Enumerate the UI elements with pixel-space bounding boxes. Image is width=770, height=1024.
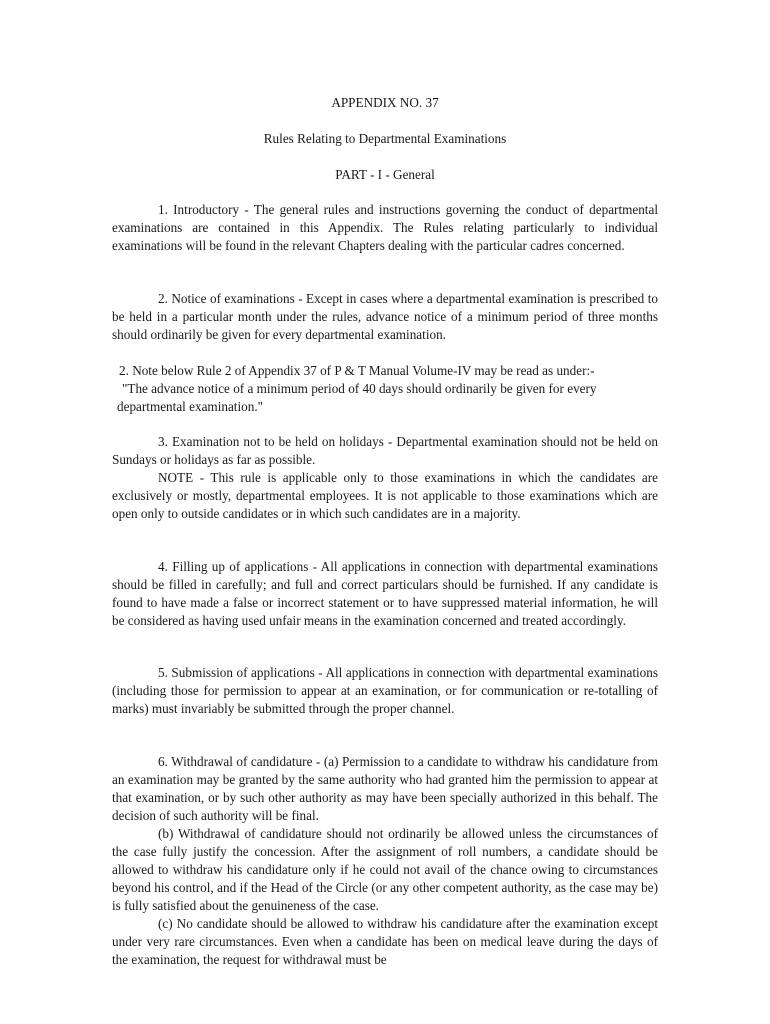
- section-6-withdrawal: [112, 753, 658, 969]
- section-3-text: 3. Examination not to be held on holidays - Departmental examination should not be held on Sundays or holidays as far as possible.: [112, 434, 658, 467]
- section-4-applications: [112, 558, 658, 630]
- section-5-text: 5. Submission of applications - All applications in connection with departmental examinations (including those for permission to appear at an examination, or for communication or re-totalling of marks) must invariably be submitted through the proper channel.: [112, 665, 658, 716]
- section-6c-text: (c) No candidate should be allowed to withdraw his candidature after the examination except under very rare circumstances. Even when a candidate has been on medical leave during the days of the examination, the request for withdrawal must be: [112, 916, 658, 967]
- section-1-introductory: [112, 201, 658, 255]
- section-6b-text: (b) Withdrawal of candidature should not ordinarily be allowed unless the circumstances of the case fully justify the concession. After the assignment of roll numbers, a candidate should be allowed to withdraw his candidature only if he could not avail of the chance owing to circumstances beyond his control, and if the Head of the Circle (or any other competent authority, as the case may be) is fully satisfied about the genuineness of the case.: [112, 826, 658, 913]
- section-6a-text: 6. Withdrawal of candidature - (a) Permission to a candidate to withdraw his candidature from an examination may be granted by the same authority who had granted him the permission to appear at that examination, or by such other authority as may have been specially authorized in this behalf. The decision of such authority will be final.: [112, 754, 658, 823]
- document-title: Rules Relating to Departmental Examinations: [263, 131, 507, 146]
- note-line-3: departmental examination.": [117, 399, 263, 414]
- section-1-text: 1. Introductory - The general rules and instructions governing the conduct of departmental examinations are contained in this Appendix. The Rules relating particularly to individual examinations will be found in the relevant Chapters dealing with the particular cadres concerned.: [112, 202, 658, 253]
- note-below-rule-2: [112, 362, 672, 416]
- note-line-1: 2. Note below Rule 2 of Appendix 37 of P & T Manual Volume-IV may be read as under:-: [119, 363, 595, 378]
- section-2-notice: [112, 290, 658, 344]
- appendix-heading: APPENDIX NO. 37: [331, 95, 439, 110]
- part-heading: PART - I - General: [335, 167, 435, 182]
- section-4-text: 4. Filling up of applications - All applications in connection with departmental examinations should be filled in carefully; and full and correct particulars should be furnished. If any candidate is found to have made a false or incorrect statement or to have suppressed material information, he will be considered as having used unfair means in the examination concerned and treated accordingly.: [112, 559, 658, 628]
- section-2-text: 2. Notice of examinations - Except in cases where a departmental examination is prescribed to be held in a particular month under the rules, advance notice of a minimum period of three months should ordinarily be given for every departmental examination.: [112, 291, 658, 342]
- section-3-note: NOTE - This rule is applicable only to those examinations in which the candidates are exclusively or mostly, departmental employees. It is not applicable to those examinations which are open only to outside candidates or in which such candidates are in a majority.: [112, 470, 658, 521]
- section-5-submission: [112, 664, 658, 718]
- section-3-holidays: [112, 433, 658, 523]
- note-line-2: "The advance notice of a minimum period of 40 days should ordinarily be given for every: [122, 381, 597, 396]
